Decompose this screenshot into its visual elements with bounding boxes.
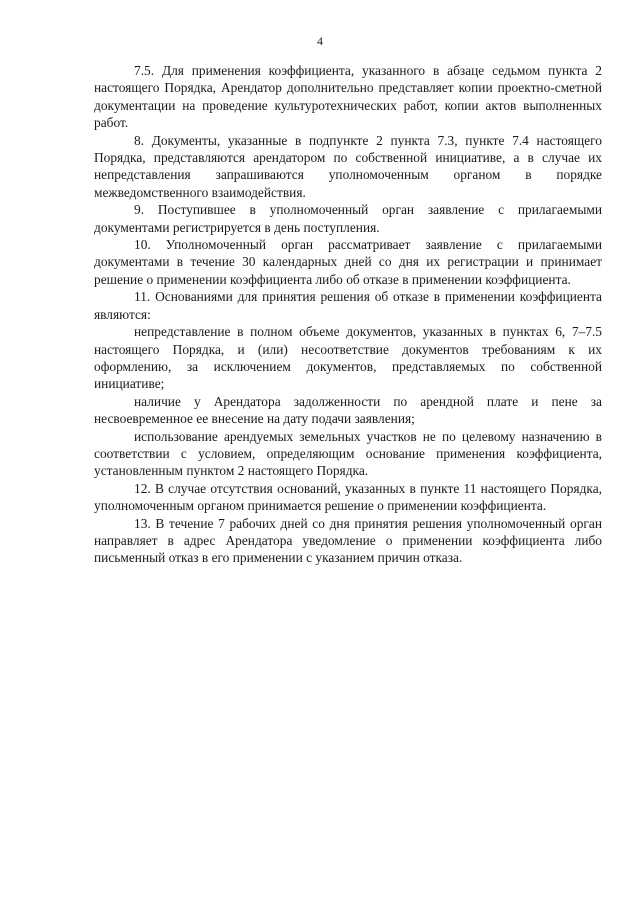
paragraph-13: 13. В течение 7 рабочих дней со дня принятия решения уполномоченный орган направляет в адрес Арендатора уведомление о применении коэффициента либо письменный отказ в его применении с указанием причин отказа. bbox=[94, 515, 602, 566]
paragraph-8: 8. Документы, указанные в подпункте 2 пункта 7.3, пункте 7.4 настоящего Порядка, представляются арендатором по собственной инициативе, а в случае их непредставления запрашиваются уполномоченным органом в порядке межведомственного взаимодействия. bbox=[94, 132, 602, 200]
paragraph-11-ground-3: использование арендуемых земельных участков не по целевому назначению в соответствии с условием, определяющим основание применения коэффициента, установленным пунктом 2 настоящего Порядка. bbox=[94, 428, 602, 479]
page-number: 4 bbox=[317, 34, 323, 48]
paragraph-9: 9. Поступившее в уполномоченный орган заявление с прилагаемыми документами регистрируется в день поступления. bbox=[94, 202, 602, 235]
paragraph-12: 12. В случае отсутствия оснований, указанных в пункте 11 настоящего Порядка, уполномоченным органом принимается решение о применении коэффициента. bbox=[94, 480, 602, 514]
paragraph-7-5: 7.5. Для применения коэффициента, указанного в абзаце седьмом пункта 2 настоящего Порядка, Арендатор дополнительно представляет копии проектно-сметной документации на проведение культуротехнических работ, копии актов выполненных работ. bbox=[94, 63, 602, 131]
paragraph-11: 11. Основаниями для принятия решения об отказе в применении коэффициента являются: bbox=[94, 289, 602, 322]
document-body bbox=[94, 62, 602, 567]
paragraph-10: 10. Уполномоченный орган рассматривает заявление с прилагаемыми документами в течение 30 календарных дней со дня их регистрации и принимает решение о применении коэффициента либо об отказе в применении коэффициента. bbox=[94, 237, 602, 287]
paragraph-11-ground-2: наличие у Арендатора задолженности по арендной плате и пене за несвоевременное ее внесение на дату подачи заявления; bbox=[94, 393, 602, 427]
paragraph-11-ground-1: непредставление в полном объеме документов, указанных в пунктах 6, 7–7.5 настоящего Порядка, и (или) несоответствие документов требованиям к их оформлению, за исключением документов, представляемых по собственной инициативе; bbox=[94, 324, 602, 392]
